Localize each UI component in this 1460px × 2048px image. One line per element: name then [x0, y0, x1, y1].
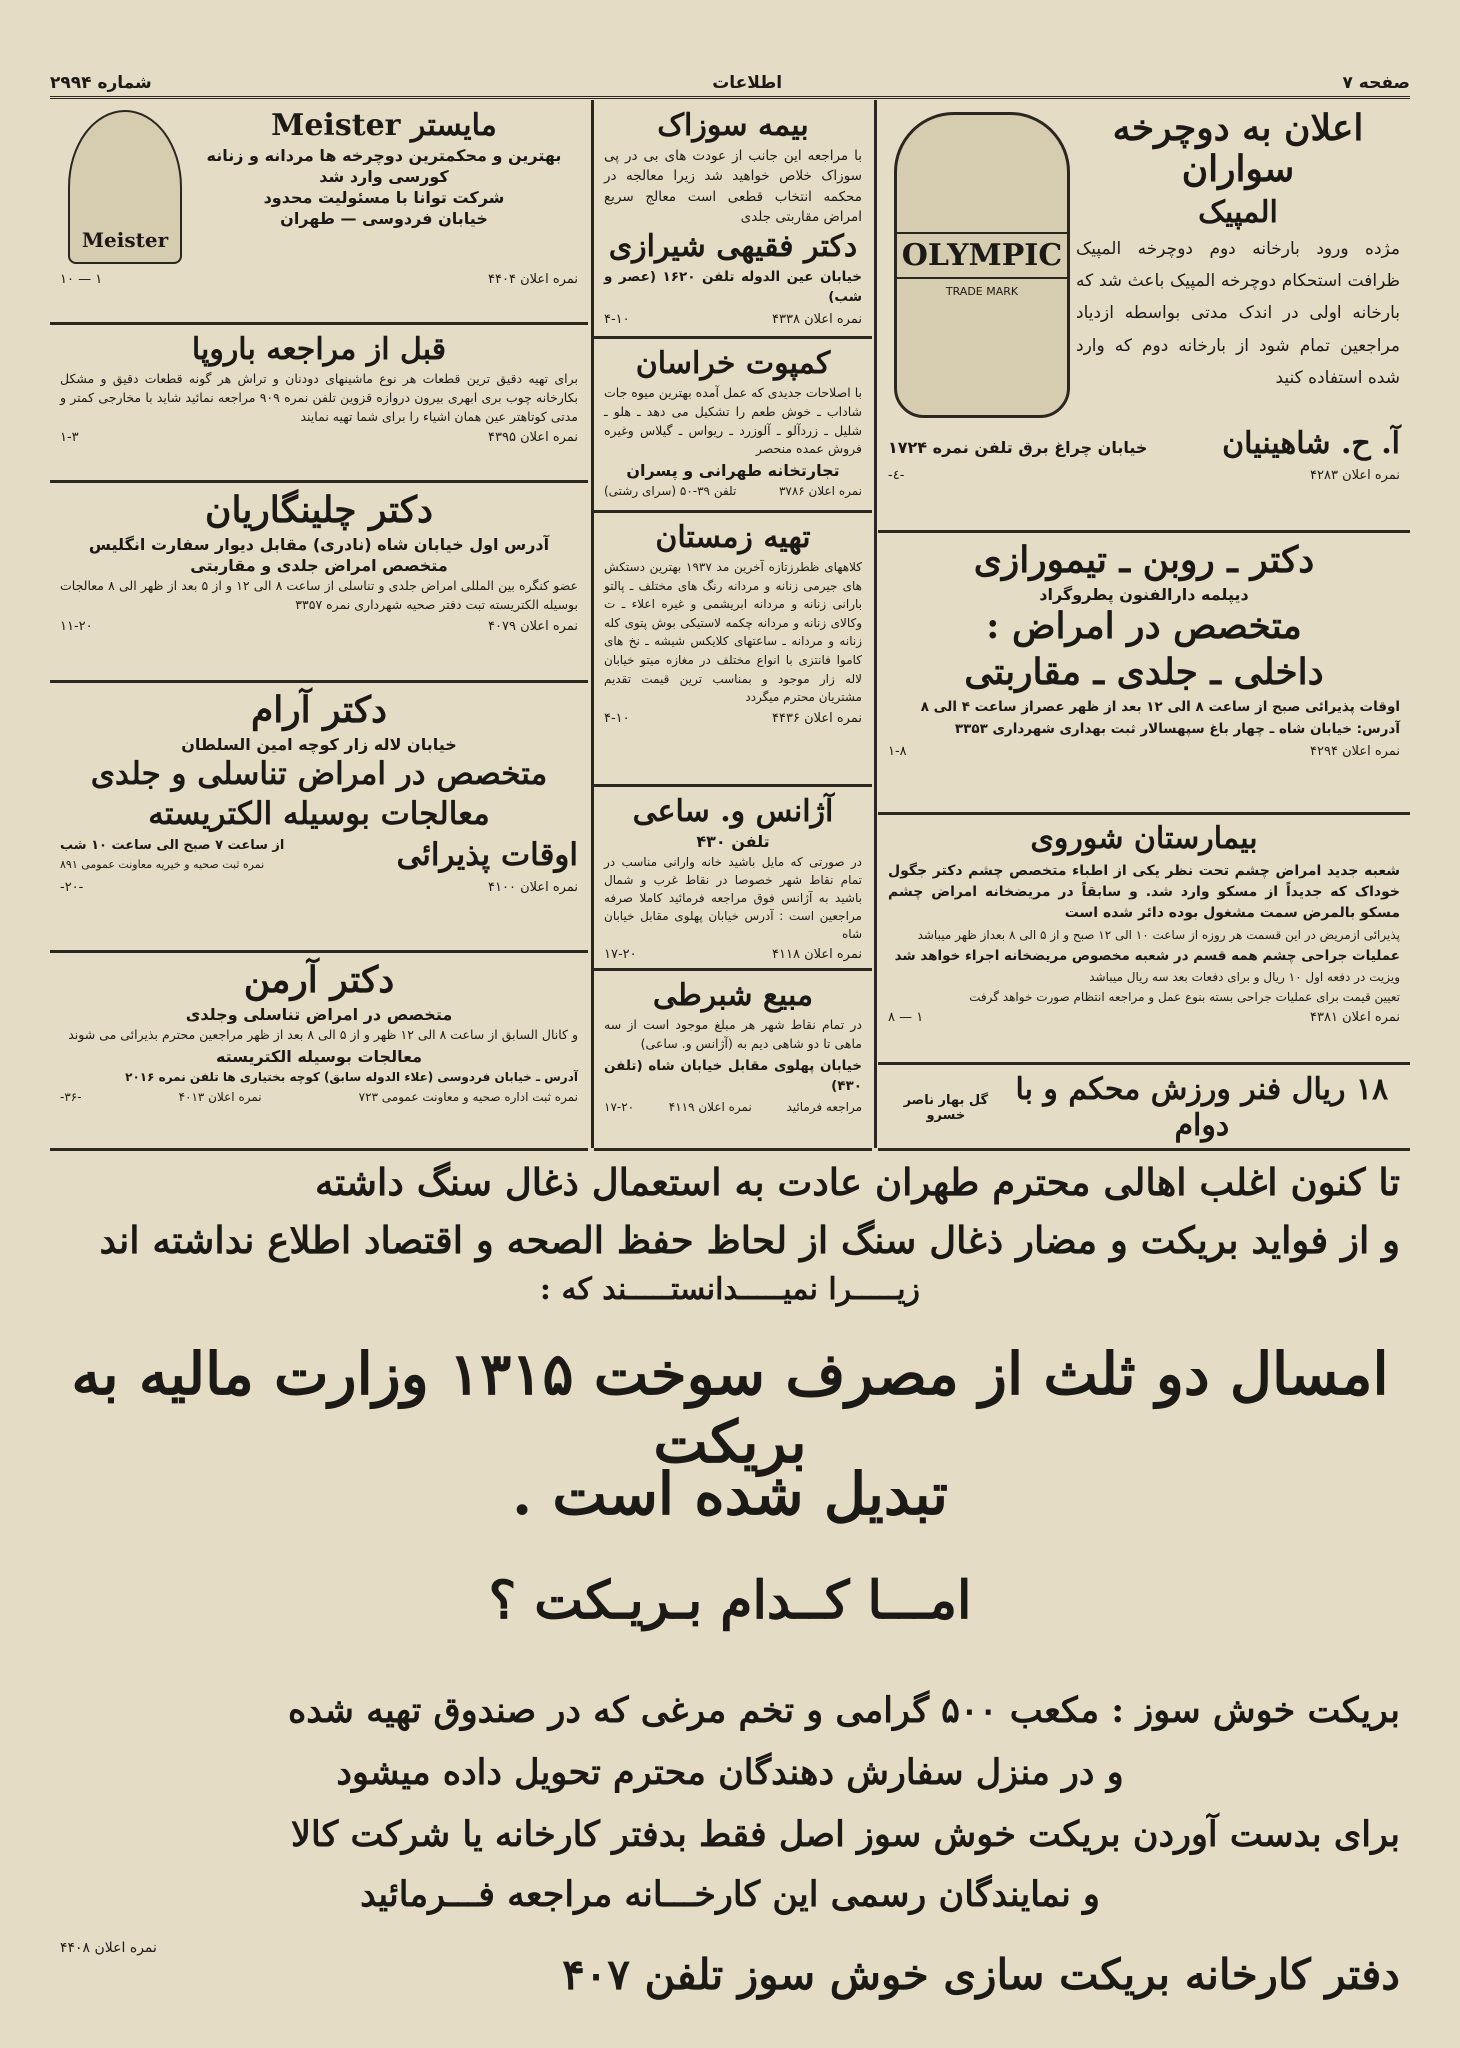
armen-specialty: متخصص در امراض تناسلی وجلدی	[185, 1005, 453, 1025]
agency-footer	[604, 947, 862, 962]
armen-reg: نمره ثبت اداره صحیه و معاونت عمومی ۷۲۳	[358, 1090, 578, 1105]
winter-ad-no: نمره اعلان ۴۴۳۶	[772, 710, 862, 726]
agency-ad	[594, 788, 872, 966]
briquette-line-3: زیـــــرا نمیـــــدانستـــــند که :	[539, 1272, 921, 1307]
insurance-address: خیابان عین الدوله تلفن ۱۶۲۰ (عصر و شب)	[604, 269, 862, 306]
aram-hours: از ساعت ۷ صبح الی ساعت ۱۰ شب	[60, 837, 285, 853]
aram-line-2: معالجات بوسیله الکتریسته	[148, 795, 490, 832]
mabie-ad-no: نمره اعلان ۴۱۱۹	[668, 1100, 752, 1114]
bicycle-spring-title: ۱۸ ریال فنر ورزش محکم و با دوام	[1015, 1072, 1389, 1143]
column-divider	[874, 100, 877, 1148]
insurance-ad	[594, 102, 872, 334]
winter-title: تهیه زمستان	[655, 520, 811, 555]
insurance-code: ۴-۱۰	[604, 311, 630, 327]
aram-ad-no: نمره اعلان ۴۱۰۰	[488, 879, 578, 895]
olympic-seller: آ. ح. شاهینیان	[1222, 426, 1400, 461]
olympic-code: -٤-	[888, 468, 905, 483]
hospital-title: بیمارستان شوروی	[1030, 821, 1258, 856]
europe-ad	[50, 326, 588, 478]
mabie-code: ۱۷-۲۰	[604, 1100, 635, 1114]
aram-line-3: اوقات پذیرائی	[396, 836, 578, 873]
compote-footer	[604, 484, 862, 498]
meister-ad	[50, 102, 588, 320]
timourazi-address: آدرس: خیابان شاه ـ چهار باغ سپهسالار ثبت بهداری شهرداری ۳۳۵۳	[954, 721, 1400, 738]
meister-title: مایستر Meister	[271, 108, 497, 143]
chelingarian-code: ۱۱-۲۰	[60, 618, 93, 634]
olympic-title: اعلان به دوچرخه سواران	[1112, 107, 1364, 191]
mabie-address: خیابان پهلوی مقابل خیابان شاه (تلفن ۴۳۰)	[604, 1057, 862, 1094]
timourazi-title: دکتر ـ روبن ـ تیمورازی	[973, 539, 1315, 581]
ad-divider	[50, 950, 588, 953]
armen-footer	[60, 1090, 578, 1104]
paper-name: اطلاعات	[712, 73, 783, 93]
mabie-title: مبیع شبرطی	[652, 978, 814, 1013]
olympic-trademark: TRADE MARK	[945, 285, 1019, 298]
hospital-ad-no: نمره اعلان ۴۳۸۱	[1310, 1009, 1400, 1025]
meister-code: ۱ — ۱۰	[60, 272, 103, 287]
olympic-title-2: المپیک	[1198, 194, 1278, 230]
briquette-line-5: تبدیل شده است .	[511, 1460, 949, 1528]
europe-ad-no: نمره اعلان ۴۳۹۵	[488, 430, 578, 446]
briquette-line-10: و نمایندگان رسمی این کارخـــانه مراجعه فـــرمائید	[360, 1874, 1100, 1915]
meister-logo-word: Meister	[81, 228, 169, 252]
armen-address: آدرس ـ خیابان فردوسی (علاء الدوله سابق) کوچه بختیاری ها تلفن نمره ۲۰۱۶	[125, 1070, 578, 1085]
insurance-doctor: دکتر فقیهی شیرازی	[608, 229, 858, 264]
mabie-note: مراجعه فرمائید	[786, 1100, 862, 1114]
briquette-line-7: بریکت خوش سوز : مکعب ۵۰۰ گرامی و تخم مرغی که در صندوق تهیه شده	[287, 1690, 1400, 1731]
ad-divider	[878, 812, 1410, 815]
chelingarian-specialty: متخصص امراض جلدی و مقاربتی	[190, 556, 448, 576]
issue-number: شماره ۲۹۹۴	[50, 73, 152, 93]
insurance-ad-no: نمره اعلان ۴۳۳۸	[772, 311, 862, 327]
armen-title: دکتر آرمن	[243, 959, 395, 1001]
chelingarian-body: عضو کنگره بین المللی امراض جلدی و تناسلی از ساعت ۸ الی ۱۲ و از ۵ بعد از ظهر الی ۸ معالجات بوسیله الکتریسته تبت دفتر صحیه شهرداری نمره ۳۳۵۷	[60, 578, 578, 613]
hospital-body: شعبه جدید امراض چشم تحت نظر یکی از اطباء متخصص چشم دکتر جگول خوداک که جدیداً از مسکو وارد شد. و سابقاً در مریضخانه امراض چشم مسکو بالمرض سمت مشغول بوده دائر شده است	[888, 862, 1400, 921]
hospital-fee: ویزیت در دفعه اول ۱۰ ریال و برای دفعات بعد سه ریال میباشد	[1089, 969, 1400, 984]
timourazi-ad-no: نمره اعلان ۴۲۹۴	[1310, 743, 1400, 759]
ad-divider	[878, 1148, 1410, 1151]
aram-address: خیابان لاله زار کوچه امین السلطان	[181, 735, 457, 755]
winter-body: کلاههای ظطرزتازه آخرین مد ۱۹۳۷ بهترین دستکش های جیرمی زنانه و مردانه رنگ های مختلف ـ پالتو بارانی زنانه و مردانه ابریشمی و غیره اعلاء ـ ت وکالای زنانه و مردانه چکمه لاستیکی بوش پتوی کله زنانه و مردانه ـ ساعتهای کلایکس شیشه ـ نخ های کاموا فانتزی با انواع مختلف در مغازه میتو خیابان لاله زار موجود و بمناسب ترین قیمت تقدیم مشتریان محترم میگردد	[604, 560, 862, 705]
ad-divider	[878, 1062, 1410, 1065]
armen-ad-no: نمره اعلان ۴۰۱۳	[178, 1090, 262, 1105]
hospital-ad	[878, 816, 1410, 1060]
olympic-logo	[894, 112, 1070, 418]
timourazi-fields: داخلی ـ جلدی ـ مقاربتی	[964, 650, 1324, 693]
agency-phone: تلفن ۴۳۰	[696, 832, 770, 851]
compote-ad-no: نمره اعلان ۳۷۸۶	[778, 484, 862, 498]
aram-title: دکتر آرام	[250, 689, 388, 731]
compote-ad	[594, 340, 872, 508]
europe-footer	[60, 430, 578, 445]
compote-body: با اصلاحات جدیدی که عمل آمده بهترین میوه جات شاداب ـ خوش طعم را تشکیل می دهد ـ هلو ـ شلیل ـ زردآلو ـ آلوزرد ـ ریواس ـ گیلاس وغیره فروش عمده منحصر	[604, 385, 862, 457]
chelingarian-address: آدرس اول خیابان شاه (نادری) مقابل دیوار سفارت انگلیس	[88, 535, 550, 555]
olympic-body: مژده ورود بارخانه دوم دوچرخه المپیک ظرافت استحکام دوچرخه المپیک باعث شد که بارخانه اولی در اندک مدتی بواسطه ازدیاد مراجعین تمام شود از بارخانه دوم که وارد شده استفاده کنید	[1076, 238, 1400, 388]
aram-reg: نمره ثبت صحیه و خیریه معاونت عمومی ۸۹۱	[60, 857, 265, 871]
armen-body: و کانال السابق از ساعت ۸ الی ۱۲ ظهر و از ۵ الی ۸ بعد از ظهر مراجعین محترم بذیرائی می شوند	[68, 1027, 578, 1043]
olympic-logo-word: OLYMPIC	[894, 232, 1070, 279]
ad-divider	[50, 1148, 588, 1151]
hospital-surgery: عملیات جراحی چشم همه قسم در شعبه مخصوص مریضخانه اجراء خواهد شد	[894, 947, 1400, 964]
ad-divider	[878, 530, 1410, 533]
meister-line-2: کورسی وارد شد	[319, 167, 449, 186]
timourazi-diploma: دیپلمه دارالفنون پطروگراد	[1039, 585, 1249, 605]
agency-code: ۱۷-۲۰	[604, 947, 637, 962]
meister-line-3: شرکت توانا با مسئولیت محدود	[263, 188, 505, 207]
briquette-line-6: امـــا کــدام بـریـکت ؟	[488, 1570, 972, 1631]
meister-line-4: خیابان فردوسی — طهران	[280, 209, 488, 228]
olympic-address: خیابان چراغ برق تلفن نمره ۱۷۲۴	[888, 438, 1148, 457]
chelingarian-ad-no: نمره اعلان ۴۰۷۹	[488, 618, 578, 634]
chelingarian-ad	[50, 484, 588, 678]
timourazi-footer	[888, 744, 1400, 759]
agency-ad-no: نمره اعلان ۴۱۱۸	[772, 947, 862, 962]
briquette-line-9: برای بدست آوردن بریکت خوش سوز اصل فقط بدفتر کارخانه یا شرکت کالا	[291, 1814, 1400, 1855]
briquette-line-11: دفتر کارخانه بریکت سازی خوش سوز تلفن ۴۰۷	[562, 1950, 1400, 1999]
europe-code: ۱-۳	[60, 430, 79, 446]
mabie-footer	[604, 1100, 862, 1114]
agency-body: در صورتی که مایل باشید خانه وارانی مناسب در تمام نقاط شهر خصوصا در نقاط غرب و شمال باشید به آژانس فوق مراجعه فرمائید کاملا صرفه مراجعین است : آدرس خیابان پهلوی مقابل خیابان شاه	[604, 855, 862, 941]
insurance-body: با مراجعه این جانب از عودت های بی در پی سوزاک خلاص خواهید شد زیرا معالجه در محکمه انتخاب قطعی است معالج سریع امراض مقاربتی جلدی	[604, 148, 862, 225]
mabie-ad	[594, 972, 872, 1146]
insurance-footer	[604, 312, 862, 327]
briquette-ad-no: نمره اعلان ۴۴۰۸	[60, 1940, 157, 1956]
chelingarian-footer	[60, 619, 578, 634]
compote-title: کمپوت خراسان	[635, 346, 831, 381]
winter-code: ۴-۱۰	[604, 710, 630, 726]
hospital-code: ۱ — ۸	[888, 1009, 924, 1025]
briquette-line-1: تا کنون اغلب اهالی محترم طهران عادت به استعمال ذغال سنگ داشته	[315, 1160, 1400, 1204]
europe-body: برای تهیه دقیق ترین قطعات هر نوع ماشینهای دودنان و تراش هر گونه قطعات دقیق و مشکل بکارخانه چوب بری ابهری بیرون دروازه قزوین تلفن نمره ۹۰۹ مراجعه نمائید شاید با مخارجی کمتر و مدتی کوتاهتر عین همان اشیاء را برای شما تهیه نمایند	[60, 371, 578, 424]
compote-seller: تجارتخانه طهرانی و پسران	[626, 461, 840, 480]
olympic-ad	[878, 102, 1410, 528]
hospital-hours: پذیرائی ازمریض در این قسمت هر روزه از ساعت ۱۰ الی ۱۲ صبح و از ۵ الی ۸ بعداز ظهر میباشد	[917, 927, 1400, 942]
insurance-title: بیمه سوزاک	[657, 108, 809, 143]
timourazi-code: ۱-۸	[888, 743, 907, 759]
meister-line-1: بهترین و محکمترین دوچرخه ها مردانه و زنانه	[206, 146, 562, 165]
page-number: صفحه ۷	[1342, 73, 1410, 93]
ad-divider	[50, 680, 588, 683]
timourazi-hours: اوقات پذیرائی صبح از ساعت ۸ الی ۱۲ بعد از ظهر عصراز ساعت ۴ الی ۸	[920, 699, 1400, 716]
ad-divider	[594, 336, 872, 339]
ad-divider	[50, 480, 588, 483]
ad-divider	[594, 510, 872, 513]
mabie-body: در تمام نقاط شهر هر مبلغ موجود است از سه ماهی تا دو شاهی دیم به (آژانس و. ساعی)	[604, 1017, 862, 1051]
agency-title: آژانس و. ساعی	[632, 794, 834, 829]
timourazi-ad	[878, 534, 1410, 810]
aram-code: -۲۰-	[60, 879, 84, 895]
olympic-ad-no: نمره اعلان ۴۲۸۳	[1310, 468, 1400, 483]
winter-footer	[604, 711, 862, 726]
briquette-line-4: امسال دو ثلث از مصرف سوخت ۱۳۱۵ وزارت مالیه به بریکت	[71, 1340, 1389, 1476]
europe-title: قبل از مراجعه باروپا	[191, 332, 447, 367]
hospital-fee-2: تعیین قیمت برای عملیات جراحی بسته بنوع عمل و مراجعه انتظام صورت خواهد گرفت	[969, 989, 1400, 1004]
ad-divider	[594, 1148, 872, 1151]
page-header	[50, 70, 1410, 99]
meister-ad-no: نمره اعلان ۴۴۰۴	[488, 272, 578, 287]
meister-footer	[60, 272, 578, 287]
hospital-footer	[888, 1010, 1400, 1025]
armen-ad	[50, 954, 588, 1146]
armen-line: معالجات بوسیله الکتریسته	[215, 1047, 423, 1067]
timourazi-specialty: متخصص در امراض :	[986, 605, 1302, 648]
winter-ad	[594, 514, 872, 782]
aram-footer	[60, 880, 578, 895]
meister-logo	[68, 110, 182, 264]
briquette-line-2: و از فواید بریکت و مضار ذغال سنگ از لحاظ حفظ الصحه و اقتصاد اطلاع نداشته اند	[99, 1218, 1400, 1262]
ad-divider	[594, 968, 872, 971]
chelingarian-title: دکتر چلینگاریان	[205, 489, 433, 531]
ad-divider	[594, 784, 872, 787]
compote-phone: تلفن ۳۹-۵۰ (سرای رشتی)	[604, 484, 737, 498]
bicycle-spring-ad	[878, 1066, 1410, 1146]
aram-line-1: متخصص در امراض تناسلی و جلدی	[90, 756, 548, 793]
ad-divider	[50, 322, 588, 325]
armen-code: -۳۶-	[60, 1090, 82, 1105]
olympic-footer	[888, 468, 1400, 483]
bicycle-spring-seller: گل بهار ناصر خسرو	[903, 1093, 989, 1123]
briquette-line-8: و در منزل سفارش دهندگان محترم تحویل داده میشود	[336, 1752, 1124, 1793]
aram-ad	[50, 684, 588, 948]
